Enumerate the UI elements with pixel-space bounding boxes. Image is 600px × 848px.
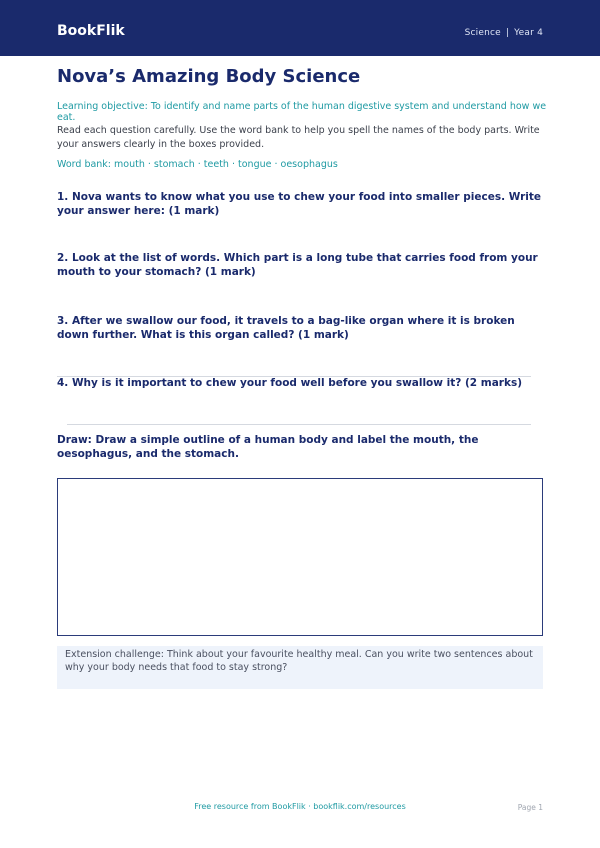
subject-year-label [465, 28, 543, 38]
brand-logo-text[interactable]: BookFlik [57, 23, 125, 39]
question-2: 2. Look at the list of words. Which part is a long tube that carries food from your mouth to your stomach? (1 mark) [57, 252, 538, 278]
footer-credit[interactable]: Free resource from BookFlik · bookflik.com/resources [194, 802, 406, 811]
word-bank: Word bank: mouth · stomach · teeth · tongue · oesophagus [57, 159, 338, 170]
drawing-area[interactable] [57, 478, 543, 636]
answer-line-q4[interactable] [67, 424, 531, 425]
learning-objective: Learning objective: To identify and name parts of the human digestive system and understand how we eat. [57, 101, 547, 123]
question-1: 1. Nova wants to know what you use to chew your food into smaller pieces. Write your answer here: (1 mark) [57, 191, 542, 217]
page-number: Page 1 [517, 803, 543, 812]
instructions-text: Read each question carefully. Use the word bank to help you spell the names of the body parts. Write your answers clearly in the boxes provided. [57, 125, 540, 150]
top-banner [0, 0, 600, 56]
drawing-prompt: Draw: Draw a simple outline of a human body and label the mouth, the oesophagus, and the stomach. [57, 434, 479, 460]
meta-separator: | [505, 28, 510, 38]
year-label: Year 4 [514, 28, 543, 38]
extension-challenge: Extension challenge: Think about your favourite healthy meal. Can you write two sentences about why your body needs that food to stay strong? [57, 646, 543, 689]
question-3: 3. After we swallow our food, it travels to a bag-like organ where it is broken down further. What is this organ called? (1 mark) [57, 315, 515, 341]
subject-label: Science [464, 28, 501, 38]
question-4: 4. Why is it important to chew your food well before you swallow it? (2 marks) [57, 377, 522, 389]
worksheet-title: Nova’s Amazing Body Science [57, 66, 361, 87]
